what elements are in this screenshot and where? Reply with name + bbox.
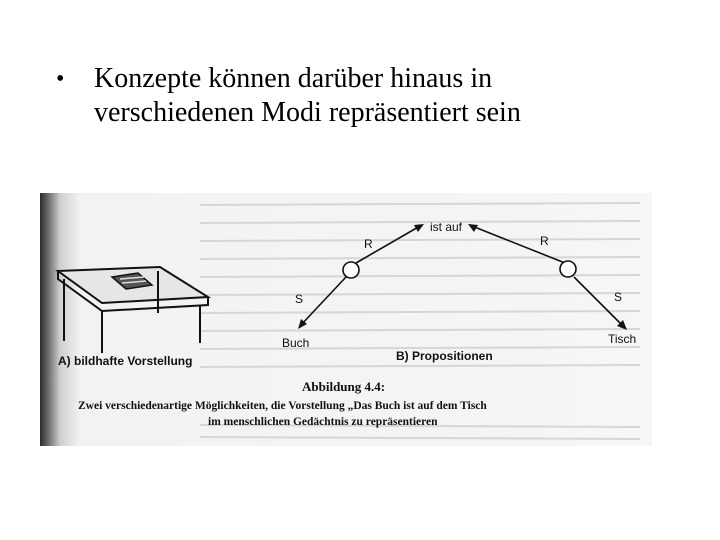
- caption-line-1: Zwei verschiedenartige Möglichkeiten, die Vorstellung „Das Buch ist auf dem Tisch: [78, 400, 487, 412]
- bullet-text-line-2: verschiedenen Modi repräsentiert sein: [94, 97, 521, 128]
- relation-label-right: R: [540, 234, 549, 248]
- scanned-figure: [40, 193, 652, 446]
- subject-label-left: S: [295, 292, 304, 306]
- node-label-right: Tisch: [608, 332, 637, 346]
- proposition-node-left: [343, 262, 359, 278]
- bullet-text-line-1: Konzepte können darüber hinaus in: [94, 63, 493, 94]
- edge-left-subject: [300, 277, 346, 326]
- figure-label-b: B) Propositionen: [396, 349, 493, 363]
- bullet-text: [94, 62, 694, 130]
- proposition-node-right: [560, 261, 576, 277]
- caption-title: Abbildung 4.4:: [302, 379, 386, 394]
- figure-label-a: A) bildhafte Vorstellung: [58, 354, 193, 368]
- caption-line-2: im menschlichen Gedächtnis zu repräsentieren: [208, 416, 438, 428]
- node-label-left: Buch: [282, 336, 310, 350]
- bullet-point-icon: •: [56, 66, 65, 92]
- figure-drawing: [40, 193, 652, 446]
- subject-label-right: S: [614, 290, 623, 304]
- relation-label-left: R: [364, 237, 373, 251]
- node-label-top: ist auf: [430, 220, 463, 234]
